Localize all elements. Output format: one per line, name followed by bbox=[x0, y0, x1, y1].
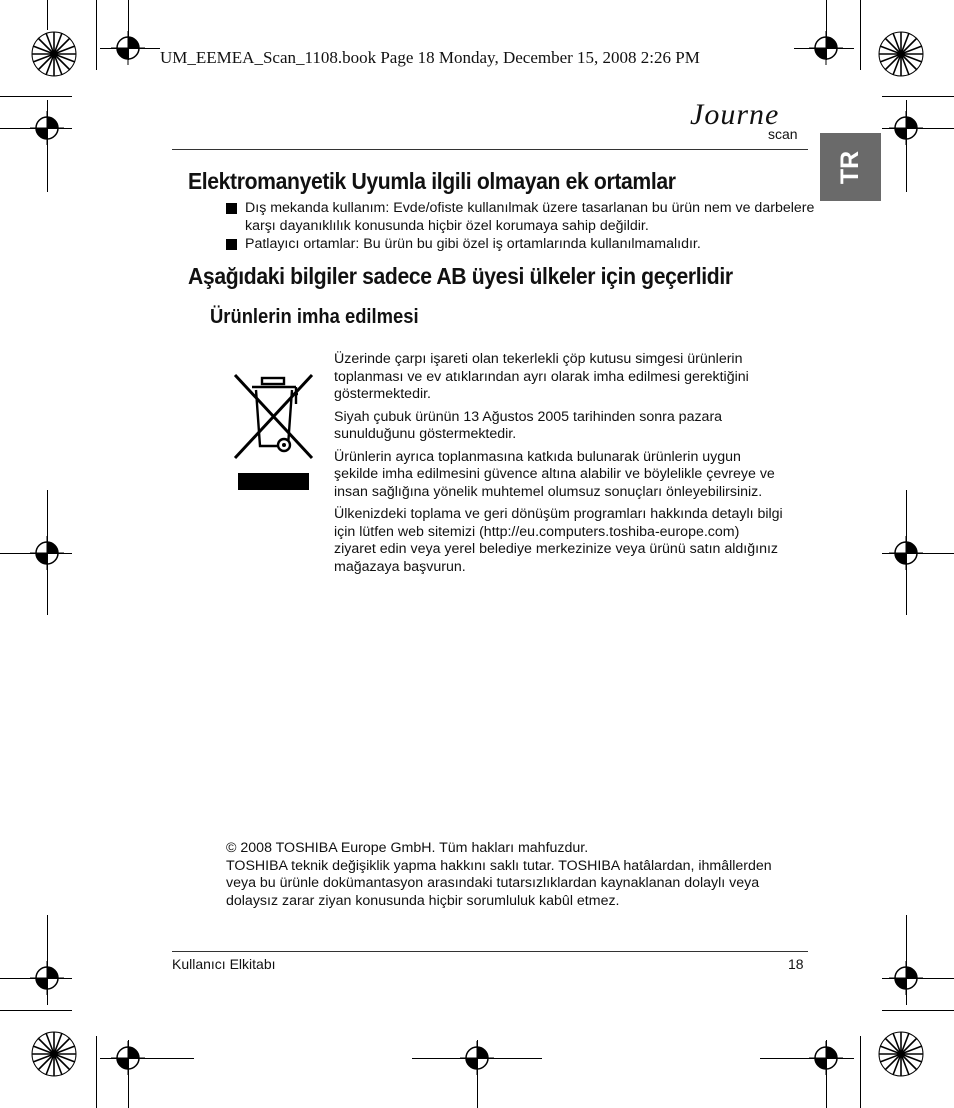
crop-line bbox=[0, 96, 72, 97]
journe-logo: Journe bbox=[690, 98, 780, 131]
list-item: Dış mekanda kullanım: Evde/ofiste kullanılmak üzere tasarlanan bu ürün nem ve darbelere karşı dayanıklılık konusunda hiçbir özel korumaya sahip değildir. bbox=[226, 200, 816, 235]
registration-mark-icon bbox=[809, 1041, 843, 1075]
crop-line bbox=[882, 96, 954, 97]
header-rule bbox=[172, 149, 808, 150]
crossed-out-wheelie-bin-icon bbox=[232, 372, 316, 462]
crop-line bbox=[96, 0, 97, 70]
registration-mark-icon bbox=[111, 31, 145, 65]
copyright-block bbox=[226, 840, 786, 910]
bullet-square-icon bbox=[226, 203, 237, 214]
paragraph: Siyah çubuk ürünün 13 Ağustos 2005 tarihinden sonra pazara sunulduğunu göstermektedir. bbox=[334, 408, 723, 442]
bullet-list bbox=[226, 200, 816, 255]
star-target-icon bbox=[31, 1031, 77, 1077]
disposal-text bbox=[334, 351, 784, 581]
crop-line bbox=[860, 0, 861, 70]
registration-mark-icon bbox=[30, 536, 64, 570]
crop-line bbox=[96, 1036, 97, 1108]
crop-line bbox=[860, 1036, 861, 1108]
page-number: 18 bbox=[788, 956, 804, 972]
registration-mark-icon bbox=[889, 111, 923, 145]
scan-logo-text: scan bbox=[768, 126, 798, 142]
language-tab bbox=[820, 133, 881, 201]
star-target-icon bbox=[878, 1031, 924, 1077]
paragraph: Ülkenizdeki toplama ve geri dönüşüm programları hakkında detaylı bilgi için lütfen web sitemizi (http://eu.computers.toshiba-europe.com) ziyaret edin veya yerel belediye merkezinize veya ürünü satın aldığınız mağazaya başvurun. bbox=[334, 506, 783, 575]
subsection-heading: Ürünlerin imha edilmesi bbox=[210, 306, 419, 328]
footer-manual-title: Kullanıcı Elkitabı bbox=[172, 956, 276, 972]
disclaimer-text: TOSHIBA teknik değişiklik yapma hakkını saklı tutar. TOSHIBA hatâlardan, ihmâllerden veya bu ürünle dokümantasyon arasındaki tutarsızlıklardan kaynaklanan dolaylı veya dolaysız zarar ziyan konusunda hiçbir sorumluluk kabûl etmez. bbox=[226, 857, 772, 909]
crop-line bbox=[0, 1010, 72, 1011]
registration-mark-icon bbox=[889, 961, 923, 995]
section-heading: Aşağıdaki bilgiler sadece AB üyesi ülkeler için geçerlidir bbox=[188, 263, 733, 289]
registration-mark-icon bbox=[889, 536, 923, 570]
print-header: UM_EEMEA_Scan_1108.book Page 18 Monday, December 15, 2008 2:26 PM bbox=[160, 48, 700, 67]
registration-mark-icon bbox=[460, 1041, 494, 1075]
bullet-square-icon bbox=[226, 239, 237, 250]
list-item: Patlayıcı ortamlar: Bu ürün bu gibi özel iş ortamlarında kullanılmamalıdır. bbox=[226, 236, 816, 254]
section-heading: Elektromanyetik Uyumla ilgili olmayan ek ortamlar bbox=[188, 168, 676, 194]
black-bar-mark bbox=[238, 473, 309, 490]
language-tab-label: TR bbox=[835, 150, 864, 184]
paragraph: Üzerinde çarpı işareti olan tekerlekli çöp kutusu simgesi ürünlerin toplanması ve ev atıklarından ayrı olarak imha edilmesi gerektiğini göstermektedir. bbox=[334, 351, 749, 402]
registration-mark-icon bbox=[30, 961, 64, 995]
crop-line bbox=[882, 1010, 954, 1011]
crop-line bbox=[47, 0, 48, 30]
copyright-line: © 2008 TOSHIBA Europe GmbH. Tüm hakları mahfuzdur. bbox=[226, 840, 589, 856]
star-target-icon bbox=[31, 31, 77, 77]
registration-mark-icon bbox=[111, 1041, 145, 1075]
registration-mark-icon bbox=[809, 31, 843, 65]
footer-rule bbox=[172, 951, 808, 952]
paragraph: Ürünlerin ayrıca toplanmasına katkıda bulunarak ürünlerin uygun şekilde imha edilmesini güvence altına alabilir ve böylelikle çevreye ve insan sağlığına yönelik muhtemel olumsuz sonuçları önleyebilirsiniz. bbox=[334, 448, 775, 500]
star-target-icon bbox=[878, 31, 924, 77]
registration-mark-icon bbox=[30, 111, 64, 145]
